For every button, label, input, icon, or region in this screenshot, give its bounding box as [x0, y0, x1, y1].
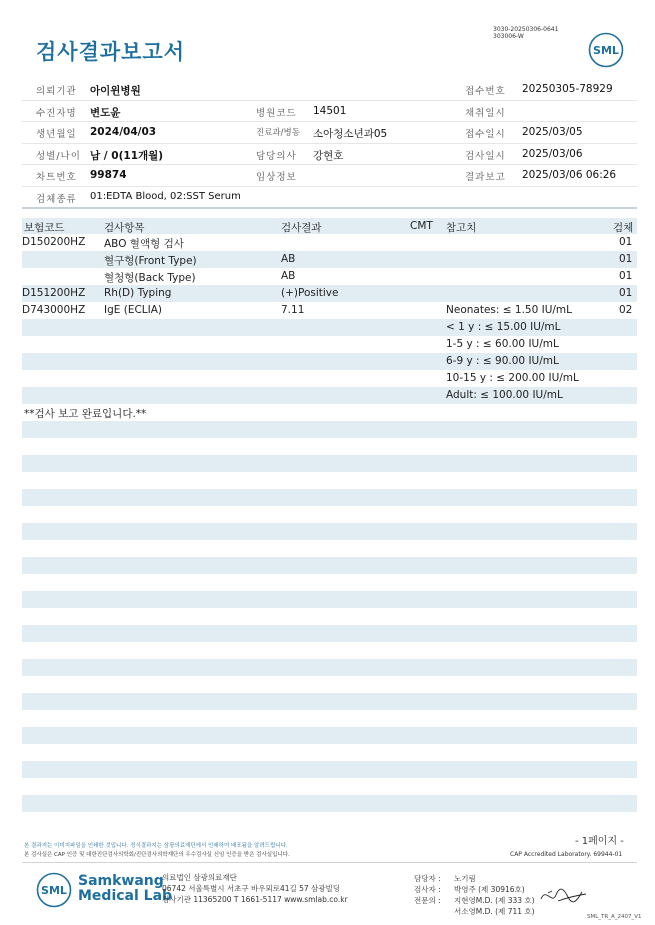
signature-image — [538, 883, 590, 909]
cell-specimen: 01 — [619, 236, 633, 248]
report-title: 검사결과보고서 — [36, 40, 186, 64]
table-row-empty — [22, 574, 637, 591]
patient-name-value: 변도윤 — [90, 106, 121, 119]
clinical-info-label: 임상정보 — [256, 172, 297, 183]
cell-reference: Neonates: ≤ 1.50 IU/mL — [446, 304, 572, 316]
table-row — [22, 285, 637, 302]
receipt-no-value: 20250305-78929 — [522, 83, 613, 95]
table-row — [22, 370, 637, 387]
doctor-value: 강현호 — [313, 149, 344, 162]
receipt-date-label: 접수일시 — [465, 129, 506, 140]
brand-name — [78, 874, 172, 904]
address-line-1: 의료법인 삼광의료재단 — [162, 873, 237, 882]
staff-value: 지현영M.D. (제 333 호) — [454, 896, 535, 905]
table-row — [22, 234, 637, 251]
header-test-item: 검사항목 — [104, 222, 145, 234]
staff-value: 서소영M.D. (제 711 호) — [454, 907, 535, 916]
info-row-3 — [22, 122, 637, 144]
report-date-value: 2025/03/06 06:26 — [522, 169, 617, 181]
cell-insurance-code: D150200HZ — [22, 236, 86, 248]
cell-test-item: IgE (ECLIA) — [104, 304, 163, 316]
table-row-empty — [22, 625, 637, 642]
cell-test-item: Rh(D) Typing — [104, 287, 172, 299]
table-row-empty — [22, 727, 637, 744]
cell-specimen: 01 — [619, 287, 633, 299]
table-row-empty — [22, 523, 637, 540]
sml-logo — [588, 32, 624, 68]
requesting-org-label: 의뢰기관 — [36, 86, 77, 97]
cell-insurance-code: D743000HZ — [22, 304, 86, 316]
department-label: 진료과/병동 — [256, 128, 300, 138]
staff-label: 전문의 : — [414, 896, 441, 905]
sex-age-value: 남 / 0(11개월) — [90, 149, 164, 162]
report-date-label: 결과보고 — [465, 172, 506, 183]
department-value: 소아청소년과05 — [313, 128, 388, 140]
table-row-empty — [22, 489, 637, 506]
document-id-2: 303006-W — [493, 33, 524, 40]
cell-reference: 10-15 y : ≤ 200.00 IU/mL — [446, 372, 579, 384]
table-row-empty — [22, 676, 637, 693]
requesting-org-value: 아이윈병원 — [90, 85, 141, 97]
table-row — [22, 251, 637, 268]
table-row-empty — [22, 795, 637, 812]
specimen-type-label: 검체종류 — [36, 193, 77, 205]
sml-logo-footer — [36, 872, 72, 908]
brand-line-2: Medical Lab — [78, 888, 173, 904]
table-row — [22, 319, 637, 336]
table-row-empty — [22, 778, 637, 795]
table-row-empty — [22, 693, 637, 710]
form-code: SML_TR_A_2407_V1 — [587, 914, 642, 920]
cell-specimen: 01 — [619, 253, 633, 265]
cell-result: 7.11 — [281, 304, 305, 316]
sex-age-label: 성별/나이 — [36, 150, 81, 162]
test-date-label: 검사일시 — [465, 150, 506, 162]
staff-row — [414, 873, 535, 884]
table-row — [22, 336, 637, 353]
cap-accreditation: CAP Accredited Laboratory. 69944-01 — [510, 851, 623, 858]
staff-label: 담당자 : — [414, 874, 441, 883]
header-specimen: 검체 — [613, 222, 634, 234]
sml-logo-footer-text: SML — [41, 884, 67, 897]
table-row-empty — [22, 608, 637, 625]
doctor-label: 담당의사 — [256, 150, 297, 162]
header-insurance-code: 보험코드 — [24, 222, 65, 234]
info-row-2 — [22, 101, 637, 123]
header-result: 검사결과 — [281, 222, 322, 234]
cell-result: AB — [281, 270, 296, 282]
table-row-empty — [22, 472, 637, 489]
cell-test-item: 혈청형(Back Type) — [104, 272, 196, 284]
page-number: - 1페이지 - — [575, 836, 624, 847]
table-row — [22, 353, 637, 370]
test-date-value: 2025/03/06 — [522, 147, 583, 160]
header-reference: 참고치 — [446, 222, 477, 234]
table-row-empty — [22, 761, 637, 778]
staff-value: 노기림 — [454, 874, 476, 883]
table-row-empty — [22, 540, 637, 557]
hospital-code-label: 병원코드 — [256, 107, 297, 119]
patient-info-block — [22, 79, 637, 209]
table-row-empty — [22, 710, 637, 727]
table-row — [22, 268, 637, 285]
staff-label — [414, 906, 454, 917]
hospital-code-value: 14501 — [313, 104, 347, 117]
staff-row — [414, 906, 535, 917]
info-row-6 — [22, 187, 637, 210]
receipt-date-value: 2025/03/05 — [522, 126, 583, 138]
cell-reference: < 1 y : ≤ 15.00 IU/mL — [446, 321, 561, 333]
table-row — [22, 404, 637, 421]
results-body — [22, 234, 637, 812]
results-header-row — [22, 218, 637, 234]
lab-address — [162, 872, 348, 905]
receipt-no-label: 접수번호 — [465, 86, 506, 97]
staff-row — [414, 884, 535, 895]
chart-no-value: 99874 — [90, 169, 127, 181]
table-row-empty — [22, 591, 637, 608]
footer-note-2: 본 검사실은 CAP 인증 및 대한진단검사의학회/진단검사의학재단의 우수검사실 신임 인증을 받은 검사실입니다. — [24, 852, 290, 858]
info-row-1 — [22, 79, 637, 101]
document-ids — [493, 26, 558, 40]
patient-name-label: 수진자명 — [36, 107, 77, 119]
chart-no-label: 차트번호 — [36, 172, 77, 183]
info-row-5 — [22, 165, 637, 187]
staff-value: 박영주 (제 30916호) — [454, 885, 525, 894]
cell-specimen: 01 — [619, 270, 633, 282]
cell-specimen: 02 — [619, 304, 633, 316]
cell-reference: 1-5 y : ≤ 60.00 IU/mL — [446, 338, 559, 350]
staff-row — [414, 895, 535, 906]
staff-label: 검사자 : — [414, 885, 441, 894]
footer-note-1: 본 결과지는 이미지파일을 인쇄한 것입니다. 정식결과지는 삼광의료재단에서 인쇄하여 배포됨을 알려드립니다. — [24, 843, 288, 849]
cell-insurance-code: D151200HZ — [22, 287, 86, 299]
document-id-1: 3030-20250306-0641 — [493, 26, 559, 33]
table-row-empty — [22, 744, 637, 761]
brand-line-1: Samkwang — [78, 873, 164, 889]
table-row-empty — [22, 438, 637, 455]
cell-result: AB — [281, 253, 296, 265]
sml-logo-text: SML — [593, 44, 619, 57]
table-row-empty — [22, 659, 637, 676]
address-line-3: 검사기관 11365200 T 1661-5117 www.smlab.co.kr — [162, 895, 348, 904]
table-row — [22, 302, 637, 319]
cell-test-item: **검사 보고 완료입니다.** — [24, 408, 147, 420]
table-row-empty — [22, 506, 637, 523]
birth-date-label: 생년월일 — [36, 129, 77, 140]
table-row-empty — [22, 557, 637, 574]
cell-test-item: 혈구형(Front Type) — [104, 255, 197, 267]
cell-reference: Adult: ≤ 100.00 IU/mL — [446, 389, 563, 401]
table-row — [22, 387, 637, 404]
address-line-2: 06742 서울특별시 서초구 바우뫼로41길 57 삼광빌딩 — [162, 884, 341, 893]
table-row-empty — [22, 642, 637, 659]
birth-date-value: 2024/04/03 — [90, 126, 157, 138]
table-row-empty — [22, 421, 637, 438]
header-cmt: CMT — [410, 220, 433, 232]
staff-block — [414, 873, 535, 917]
table-row-empty — [22, 455, 637, 472]
cell-result: (+)Positive — [281, 287, 339, 299]
specimen-type-value: 01:EDTA Blood, 02:SST Serum — [90, 190, 241, 202]
cell-reference: 6-9 y : ≤ 90.00 IU/mL — [446, 355, 559, 367]
cell-test-item: ABO 혈액형 검사 — [104, 238, 184, 250]
info-row-4 — [22, 144, 637, 166]
results-table — [22, 218, 637, 812]
collection-date-label: 채취일시 — [465, 107, 506, 119]
footer-divider — [22, 862, 637, 863]
